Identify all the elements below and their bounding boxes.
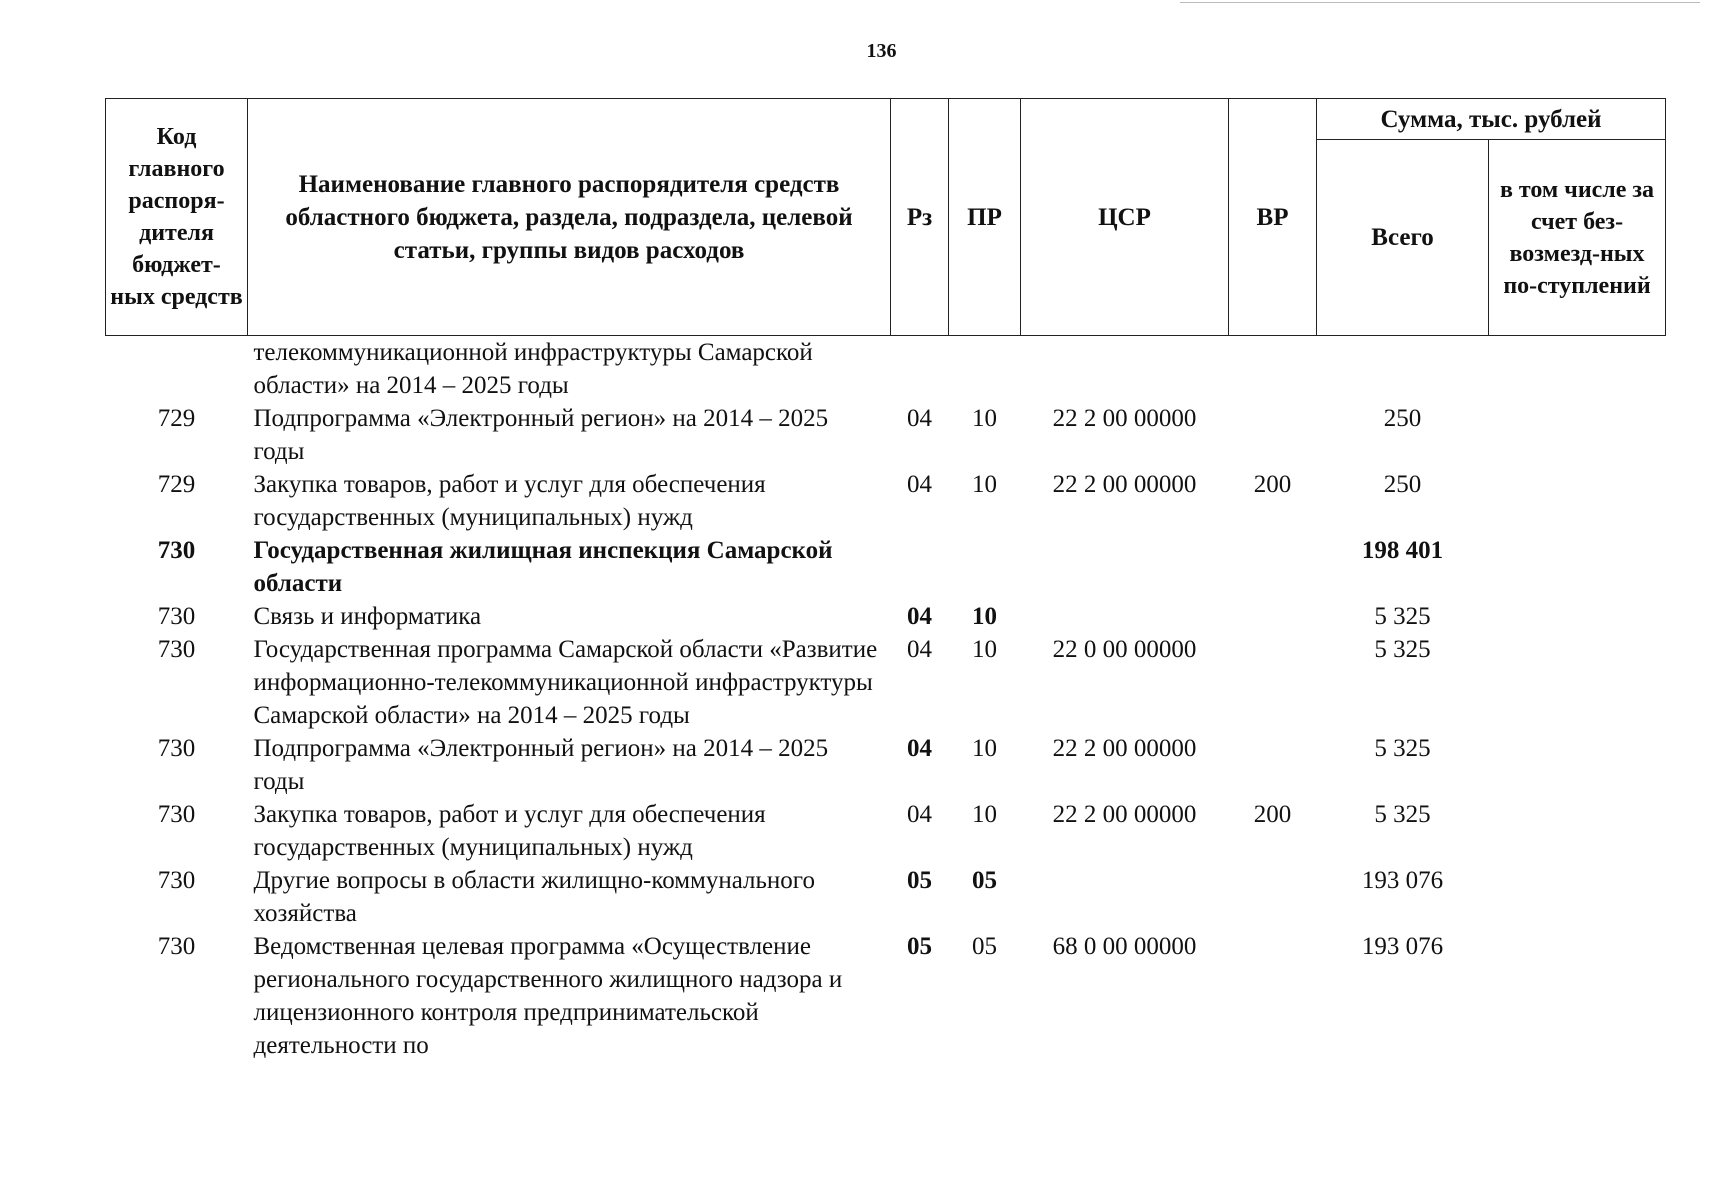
cell-vr: 200 bbox=[1253, 801, 1292, 828]
cell-code: 730 bbox=[157, 735, 196, 762]
cell-pr: 05 bbox=[972, 867, 997, 894]
table-row bbox=[106, 600, 1666, 633]
cell-name: Подпрограмма «Электронный регион» на 2014 – 2025 годы bbox=[253, 405, 829, 465]
table-row bbox=[106, 732, 1666, 798]
cell-code: 730 bbox=[157, 636, 196, 663]
table-row bbox=[106, 864, 1666, 930]
cell-pr: 05 bbox=[972, 933, 997, 960]
header-name: Наименование главного распорядителя средств областного бюджета, раздела, подраздела, целевой статьи, группы видов расходов bbox=[248, 99, 891, 336]
cell-total: 5 325 bbox=[1374, 735, 1431, 762]
table-row bbox=[106, 336, 1666, 403]
cell-rz: 04 bbox=[907, 735, 932, 762]
cell-code bbox=[106, 336, 248, 403]
cell-vr bbox=[1229, 600, 1317, 633]
cell-pr: 10 bbox=[972, 636, 997, 663]
cell-pr: 10 bbox=[972, 603, 997, 630]
header-csr: ЦСР bbox=[1021, 99, 1229, 336]
cell-code: 730 bbox=[157, 867, 196, 894]
cell-rz: 04 bbox=[907, 405, 932, 432]
table-row bbox=[106, 633, 1666, 732]
cell-rz: 05 bbox=[907, 933, 932, 960]
cell-gratis bbox=[1489, 468, 1666, 534]
cell-csr bbox=[1021, 864, 1229, 930]
cell-rz: 05 bbox=[907, 867, 932, 894]
cell-gratis bbox=[1489, 864, 1666, 930]
cell-gratis bbox=[1489, 798, 1666, 864]
cell-total: 5 325 bbox=[1374, 801, 1431, 828]
cell-code: 729 bbox=[157, 471, 196, 498]
cell-name: телекоммуникационной инфраструктуры Самарской области» на 2014 – 2025 годы bbox=[253, 339, 813, 399]
cell-gratis bbox=[1489, 732, 1666, 798]
cell-vr bbox=[1229, 864, 1317, 930]
cell-name: Другие вопросы в области жилищно-коммунального хозяйства bbox=[253, 867, 815, 927]
cell-code: 730 bbox=[157, 933, 196, 960]
table-body bbox=[106, 336, 1666, 1063]
cell-total: 5 325 bbox=[1374, 603, 1431, 630]
cell-vr bbox=[1229, 336, 1317, 403]
cell-name: Подпрограмма «Электронный регион» на 2014 – 2025 годы bbox=[253, 735, 829, 795]
cell-rz: 04 bbox=[907, 636, 932, 663]
cell-vr bbox=[1229, 402, 1317, 468]
cell-code: 730 bbox=[157, 537, 196, 564]
table-row bbox=[106, 930, 1666, 1062]
cell-pr: 10 bbox=[972, 735, 997, 762]
cell-pr bbox=[949, 336, 1021, 403]
page-number: 136 bbox=[866, 40, 897, 62]
cell-total bbox=[1317, 336, 1489, 403]
header-sum: Сумма, тыс. рублей bbox=[1317, 99, 1666, 140]
cell-rz: 04 bbox=[907, 471, 932, 498]
cell-csr bbox=[1021, 336, 1229, 403]
cell-code: 729 bbox=[157, 405, 196, 432]
cell-csr: 22 0 00 00000 bbox=[1052, 636, 1197, 663]
cell-name: Государственная жилищная инспекция Самарской области bbox=[253, 537, 833, 597]
cell-name: Ведомственная целевая программа «Осуществление регионального государственного жилищного надзора и лицензионного контроля предпринимательской деятельности по bbox=[253, 933, 843, 1059]
cell-total: 193 076 bbox=[1361, 933, 1444, 960]
scan-artifact-line bbox=[1180, 2, 1700, 3]
cell-name: Связь и информатика bbox=[253, 603, 482, 630]
cell-pr: 10 bbox=[972, 471, 997, 498]
cell-code: 730 bbox=[157, 801, 196, 828]
cell-name: Закупка товаров, работ и услуг для обеспечения государственных (муниципальных) нужд bbox=[253, 471, 766, 531]
header-vr: ВР bbox=[1229, 99, 1317, 336]
table-header bbox=[106, 99, 1666, 336]
cell-total: 5 325 bbox=[1374, 636, 1431, 663]
cell-csr bbox=[1021, 600, 1229, 633]
cell-code: 730 bbox=[157, 603, 196, 630]
cell-csr: 22 2 00 00000 bbox=[1052, 405, 1197, 432]
cell-name: Государственная программа Самарской области «Развитие информационно-телекоммуникационной инфраструктуры Самарской области» на 2014 – 2025 годы bbox=[253, 636, 878, 729]
cell-csr: 68 0 00 00000 bbox=[1052, 933, 1197, 960]
cell-vr bbox=[1229, 534, 1317, 600]
header-total: Всего bbox=[1317, 140, 1489, 336]
cell-rz bbox=[891, 534, 949, 600]
cell-pr: 10 bbox=[972, 801, 997, 828]
table-row bbox=[106, 798, 1666, 864]
cell-gratis bbox=[1489, 534, 1666, 600]
cell-pr bbox=[949, 534, 1021, 600]
header-rz: Рз bbox=[891, 99, 949, 336]
table-row bbox=[106, 402, 1666, 468]
table-row bbox=[106, 468, 1666, 534]
cell-rz: 04 bbox=[907, 603, 932, 630]
cell-gratis bbox=[1489, 402, 1666, 468]
cell-vr: 200 bbox=[1253, 471, 1292, 498]
header-gratis: в том числе за счет без-возмезд-ных по-ступлений bbox=[1489, 140, 1666, 336]
cell-total: 193 076 bbox=[1361, 867, 1444, 894]
cell-vr bbox=[1229, 633, 1317, 732]
table-row-department bbox=[106, 534, 1666, 600]
header-code: Код главного распоря-дителя бюджет-ных средств bbox=[106, 99, 248, 336]
cell-vr bbox=[1229, 930, 1317, 1062]
cell-gratis bbox=[1489, 336, 1666, 403]
budget-table bbox=[105, 98, 1666, 1062]
cell-total: 198 401 bbox=[1361, 537, 1444, 564]
cell-pr: 10 bbox=[972, 405, 997, 432]
cell-csr: 22 2 00 00000 bbox=[1052, 735, 1197, 762]
cell-gratis bbox=[1489, 930, 1666, 1062]
cell-total: 250 bbox=[1383, 471, 1422, 498]
cell-rz: 04 bbox=[907, 801, 932, 828]
cell-rz bbox=[891, 336, 949, 403]
cell-vr bbox=[1229, 732, 1317, 798]
header-pr: ПР bbox=[949, 99, 1021, 336]
cell-csr: 22 2 00 00000 bbox=[1052, 801, 1197, 828]
cell-total: 250 bbox=[1383, 405, 1422, 432]
cell-gratis bbox=[1489, 633, 1666, 732]
cell-csr: 22 2 00 00000 bbox=[1052, 471, 1197, 498]
cell-gratis bbox=[1489, 600, 1666, 633]
cell-name: Закупка товаров, работ и услуг для обеспечения государственных (муниципальных) нужд bbox=[253, 801, 766, 861]
cell-csr bbox=[1021, 534, 1229, 600]
